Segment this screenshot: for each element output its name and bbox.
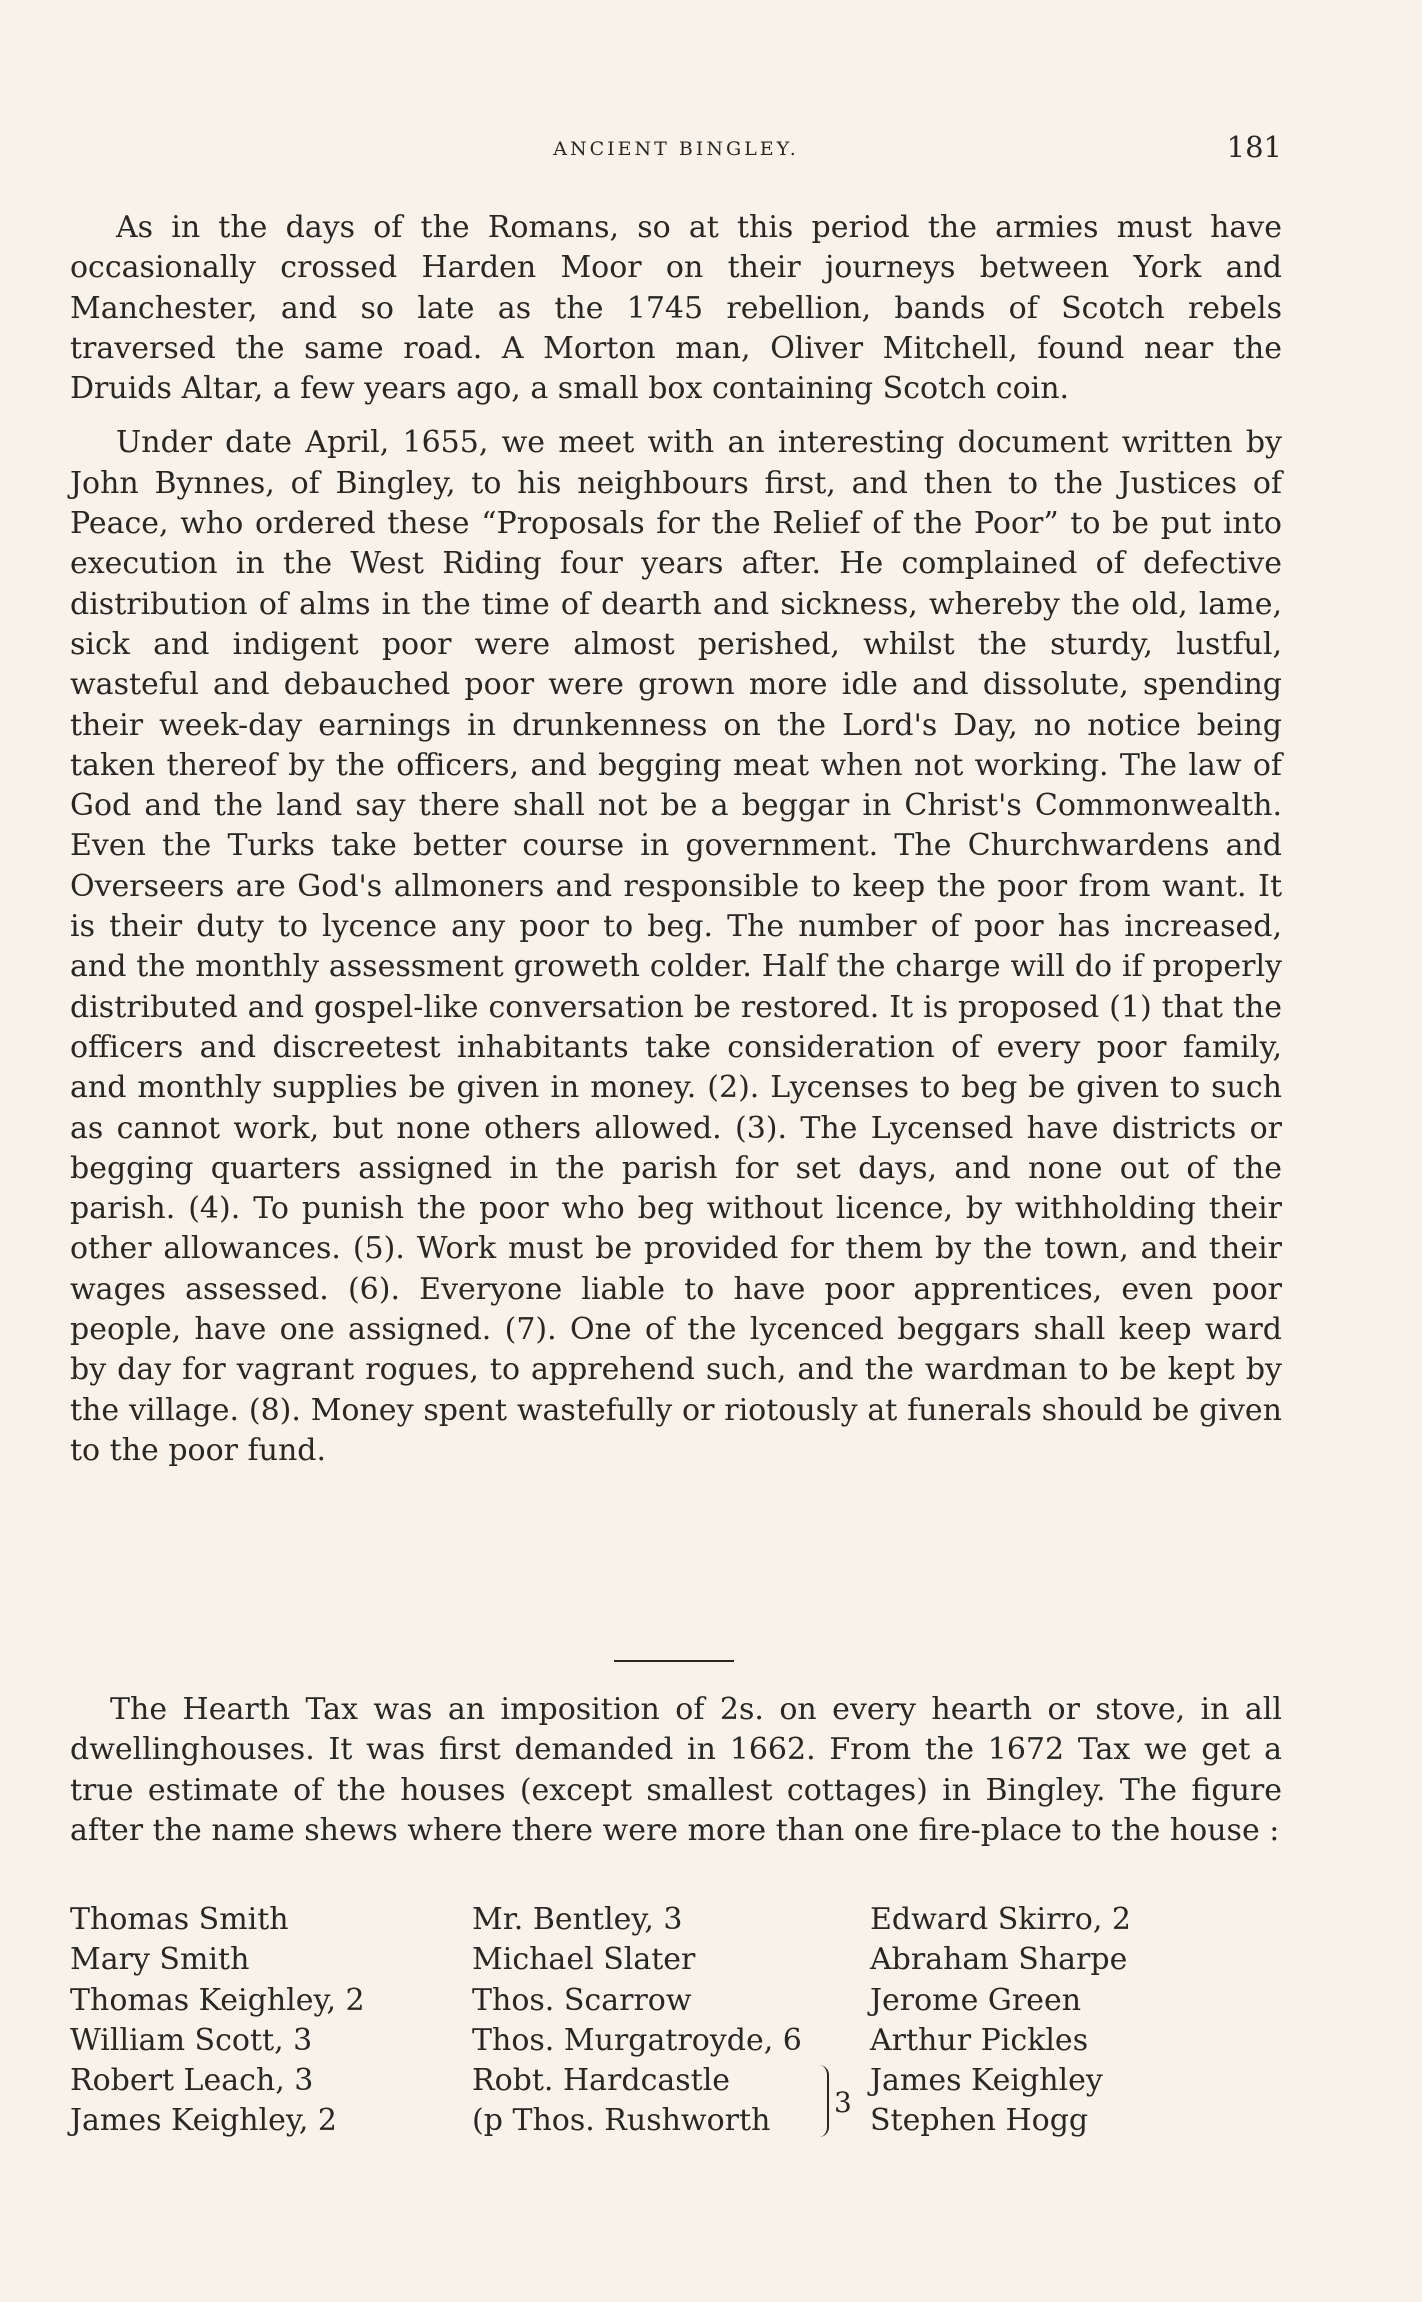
list-item: Mary Smith <box>70 1942 250 1978</box>
name-column-3 <box>870 1900 1282 2142</box>
running-title: ANCIENT BINGLEY. <box>553 138 799 160</box>
hearth-tax-section <box>70 1690 1282 1851</box>
list-item: James Keighley <box>870 2063 1103 2099</box>
list-item: Thomas Smith <box>70 1902 289 1937</box>
list-item: William Scott, 3 <box>70 2022 313 2058</box>
list-item: Stephen Hogg <box>870 2103 1089 2139</box>
name-column-1 <box>70 1900 470 2142</box>
name-column-2 <box>472 1900 872 2061</box>
paragraph-romans: As in the days of the Romans, so at this period the armies must have occasionally crossed Harden Moor on their journeys between York and Manchester, and so late as the 1745 rebellion, bands of Scotch rebels traversed the same road. A Morton man, Oliver Mitchell, found near the Druids Altar, a few years ago, a small box containing Scotch coin. <box>70 210 1282 407</box>
list-item: Thos. Scarrow <box>472 1982 692 2018</box>
list-item: Abraham Sharpe <box>870 1942 1128 1978</box>
list-item: Arthur Pickles <box>870 2022 1089 2058</box>
running-header <box>70 130 1282 170</box>
list-item: Thomas Keighley, 2 <box>70 1982 365 2018</box>
list-item: Jerome Green <box>870 1982 1082 2018</box>
paragraph-hearth-tax: The Hearth Tax was an imposition of 2s. on every hearth or stove, in all dwellinghouses. It was first demanded in 1662. From the 1672 Tax we get a true estimate of the houses (except smallest cottages) in Bingley. The figure after the name shews where there were more than one fire-place to the house : <box>70 1692 1282 1848</box>
list-item: Robert Leach, 3 <box>70 2063 314 2099</box>
section-divider <box>614 1660 734 1662</box>
list-item: Michael Slater <box>472 1942 696 1978</box>
list-item: James Keighley, 2 <box>70 2103 337 2139</box>
bracket-hearth-count: 3 <box>834 2086 852 2119</box>
bracketed-names <box>472 2061 872 2142</box>
list-item: (p Thos. Rushworth <box>472 2103 771 2139</box>
main-text <box>70 208 1282 1471</box>
list-item: Thos. Murgatroyde, 6 <box>472 2022 802 2058</box>
list-item: Mr. Bentley, 3 <box>472 1902 683 1937</box>
page-number: 181 <box>1226 130 1282 164</box>
list-item: Edward Skirro, 2 <box>870 1902 1131 1937</box>
brace-mark <box>817 2065 829 2137</box>
list-item: Robt. Hardcastle <box>472 2063 731 2098</box>
paragraph-poor-relief: Under date April, 1655, we meet with an interesting document written by John Bynnes, of Bingley, to his neighbours first, and then to the Justices of Peace, who ordered these “Proposals for the Relief of the Poor” to be put into execution in the West Riding four years after. He complained of defective distribution of alms in the time of dearth and sickness, whereby the old, lame, sick and indigent poor were almost perished, whilst the sturdy, lustful, wasteful and debauched poor were grown more idle and dissolute, spending their week-day earnings in drunkenness on the Lord's Day, no notice being taken thereof by the officers, and begging meat when not working. The law of God and the land say there shall not be a beggar in Christ's Commonwealth. Even the Turks take better course in government. The Churchwardens and Overseers are God's allmoners and responsible to keep the poor from want. It is their duty to lycence any poor to beg. The number of poor has increased, and the monthly assessment groweth colder. Half the charge will do if properly distributed and gospel-like conversation be restored. It is proposed (1) that the officers and discreetest inhabitants take consideration of every poor family, and monthly supplies be given in money. (2). Lycenses to beg be given to such as cannot work, but none others allowed. (3). The Lycensed have districts or begging quarters assigned in the parish for set days, and none out of the parish. (4). To punish the poor who beg without licence, by withholding their other allowances. (5). Work must be provided for them by the town, and their wages assessed. (6). Everyone liable to have poor apprentices, even poor people, have one assigned. (7). One of the lycenced beggars shall keep ward by day for vagrant rogues, to apprehend such, and the wardman to be kept by the village. (8). Money spent wastefully or riotously at funerals should be given to the poor fund. <box>70 425 1282 1468</box>
